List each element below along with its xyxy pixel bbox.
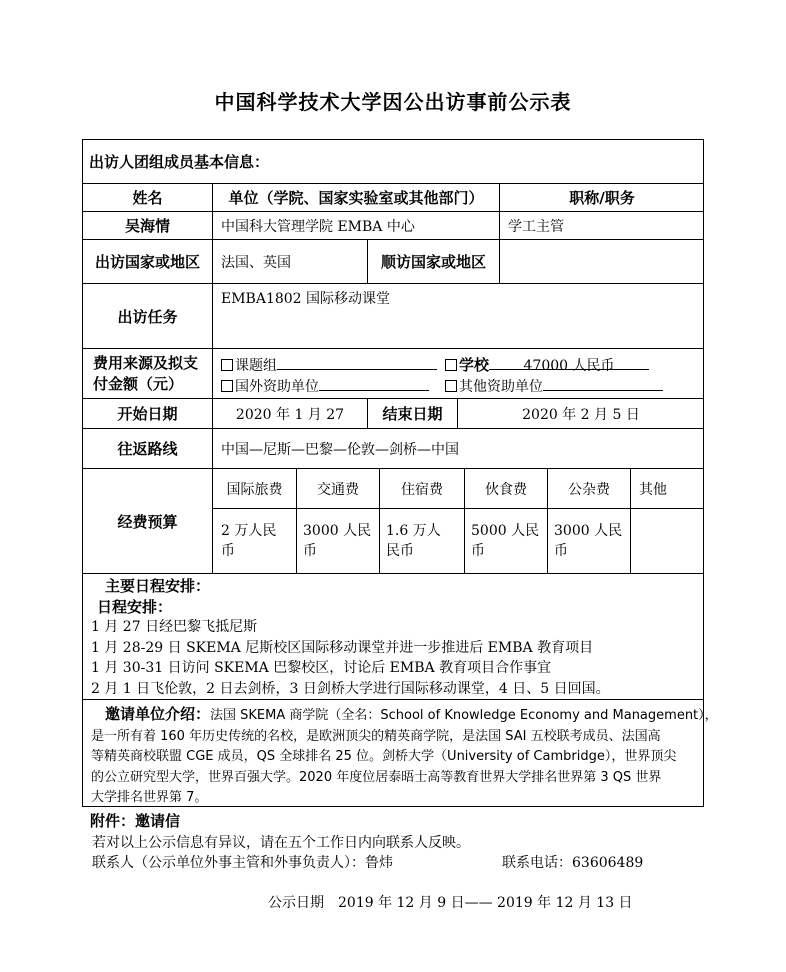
budget-value-5 bbox=[630, 508, 704, 573]
funding-options bbox=[212, 348, 704, 398]
checkbox-foreign-sponsor[interactable] bbox=[221, 380, 233, 392]
schedule-main-label: 主要日程安排： bbox=[105, 577, 211, 595]
funding-label-line1: 费用来源及拟支 bbox=[93, 353, 199, 372]
schedule-sub-label: 日程安排： bbox=[97, 597, 173, 616]
budget-value-2-line1: 1.6 万人 bbox=[386, 523, 441, 539]
budget-value-3 bbox=[464, 508, 547, 573]
budget-header-1: 交通费 bbox=[296, 468, 379, 508]
invitation-line-5: 大学排名世界第 7。 bbox=[91, 790, 208, 805]
opt-school: 学校 bbox=[459, 356, 490, 374]
checkbox-research-group[interactable] bbox=[221, 359, 233, 371]
invitation-section bbox=[82, 699, 718, 807]
schedule-section bbox=[82, 573, 704, 699]
budget-header-4: 公杂费 bbox=[547, 468, 630, 508]
schedule-item-1: 1 月 27 日经巴黎飞抵尼斯 bbox=[91, 619, 258, 635]
budget-value-4 bbox=[547, 508, 630, 573]
opt-research-group: 课题组 bbox=[235, 358, 277, 374]
budget-value-0-line1: 2 万人民 bbox=[221, 523, 277, 539]
mission-value: EMBA1802 国际移动课堂 bbox=[212, 283, 704, 348]
budget-value-1-line2: 币 bbox=[303, 543, 317, 559]
destination-value: 法国、英国 bbox=[212, 239, 367, 283]
budget-value-0 bbox=[212, 508, 296, 573]
publish-period: 公示日期 2019 年 12 月 9 日—— 2019 年 12 月 13 日 bbox=[268, 895, 633, 911]
opt-other-sponsor: 其他资助单位 bbox=[459, 379, 543, 395]
member-name: 吴海情 bbox=[82, 211, 212, 239]
invitation-line-4: 的公立研究型大学，世界百强大学。2020 年度位居泰晤士高等教育世界大学排名世界第 3 QS 世界 bbox=[91, 769, 662, 785]
mission-label: 出访任务 bbox=[82, 283, 212, 348]
invitation-label: 邀请单位介绍： bbox=[105, 705, 211, 723]
budget-value-3-line2: 币 bbox=[471, 543, 485, 559]
budget-header-3: 伙食费 bbox=[464, 468, 547, 508]
objection-notice: 若对以上公示信息有异议，请在五个工作日内向联系人反映。 bbox=[92, 835, 470, 851]
budget-header-2: 住宿费 bbox=[379, 468, 464, 508]
budget-header-5: 其他 bbox=[630, 468, 704, 508]
budget-value-2 bbox=[379, 508, 464, 573]
header-position: 职称/职务 bbox=[499, 183, 704, 211]
budget-label: 经费预算 bbox=[82, 468, 212, 573]
transit-label: 顺访国家或地区 bbox=[367, 239, 499, 283]
contact-person: 联系人（公示单位外事主管和外事负责人）：鲁炜 bbox=[92, 855, 393, 871]
start-date-value: 2020 年 1 月 27 bbox=[212, 398, 367, 428]
destination-label: 出访国家或地区 bbox=[82, 239, 212, 283]
end-date-value: 2020 年 2 月 5 日 bbox=[457, 398, 704, 428]
budget-header-0: 国际旅费 bbox=[212, 468, 296, 508]
section-header: 出访人团组成员基本信息： bbox=[82, 139, 704, 183]
transit-value bbox=[499, 239, 704, 283]
budget-value-2-line2: 民币 bbox=[386, 543, 414, 559]
route-value: 中国—尼斯—巴黎—伦敦—剑桥—中国 bbox=[212, 428, 704, 468]
invitation-line-1: 法国 SKEMA 商学院（全名：School of Knowledge Economy and Management）， bbox=[210, 708, 718, 723]
header-name: 姓名 bbox=[82, 183, 212, 211]
checkbox-school[interactable] bbox=[445, 359, 457, 371]
member-unit: 中国科大管理学院 EMBA 中心 bbox=[212, 211, 499, 239]
funding-label bbox=[82, 348, 212, 398]
checkbox-other-sponsor[interactable] bbox=[445, 380, 457, 392]
route-label: 往返路线 bbox=[82, 428, 212, 468]
form-table bbox=[82, 139, 718, 807]
budget-value-0-line2: 币 bbox=[221, 543, 235, 559]
schedule-item-4: 2 月 1 日飞伦敦，2 日去剑桥，3 日剑桥大学进行国际移动课堂，4 日、5 日回国。 bbox=[91, 680, 610, 697]
budget-value-1 bbox=[296, 508, 379, 573]
contact-phone: 联系电话：63606489 bbox=[502, 855, 644, 871]
invitation-line-2: 是一所有着 160 年历史传统的名校，是欧洲顶尖的精英商学院，是法国 SAI 五校联考成员、法国高 bbox=[91, 728, 661, 744]
member-position: 学工主管 bbox=[499, 211, 704, 239]
budget-value-3-line1: 5000 人民 bbox=[471, 523, 540, 539]
schedule-item-3: 1 月 30-31 日访问 SKEMA 巴黎校区，讨论后 EMBA 教育项目合作事宜 bbox=[91, 660, 552, 676]
funding-label-line2: 付金额（元） bbox=[93, 374, 184, 393]
schedule-item-2: 1 月 28-29 日 SKEMA 尼斯校区国际移动课堂并进一步推进后 EMBA 教育项目 bbox=[91, 639, 594, 656]
page-title: 中国科学技术大学因公出访事前公示表 bbox=[214, 90, 572, 114]
attachment-label: 附件：邀请信 bbox=[90, 812, 181, 830]
school-amount: 47000 人民币 bbox=[523, 358, 615, 374]
budget-value-1-line1: 3000 人民 bbox=[303, 523, 372, 539]
start-date-label: 开始日期 bbox=[82, 398, 212, 428]
header-unit: 单位（学院、国家实验室或其他部门） bbox=[212, 183, 499, 211]
budget-value-4-line1: 3000 人民 bbox=[554, 523, 623, 539]
budget-value-4-line2: 币 bbox=[554, 543, 568, 559]
end-date-label: 结束日期 bbox=[367, 398, 457, 428]
invitation-line-3: 等精英商校联盟 CGE 成员，QS 全球排名 25 位。剑桥大学（University of Cambridge），世界顶尖 bbox=[91, 749, 677, 764]
opt-foreign-sponsor: 国外资助单位 bbox=[235, 379, 319, 395]
